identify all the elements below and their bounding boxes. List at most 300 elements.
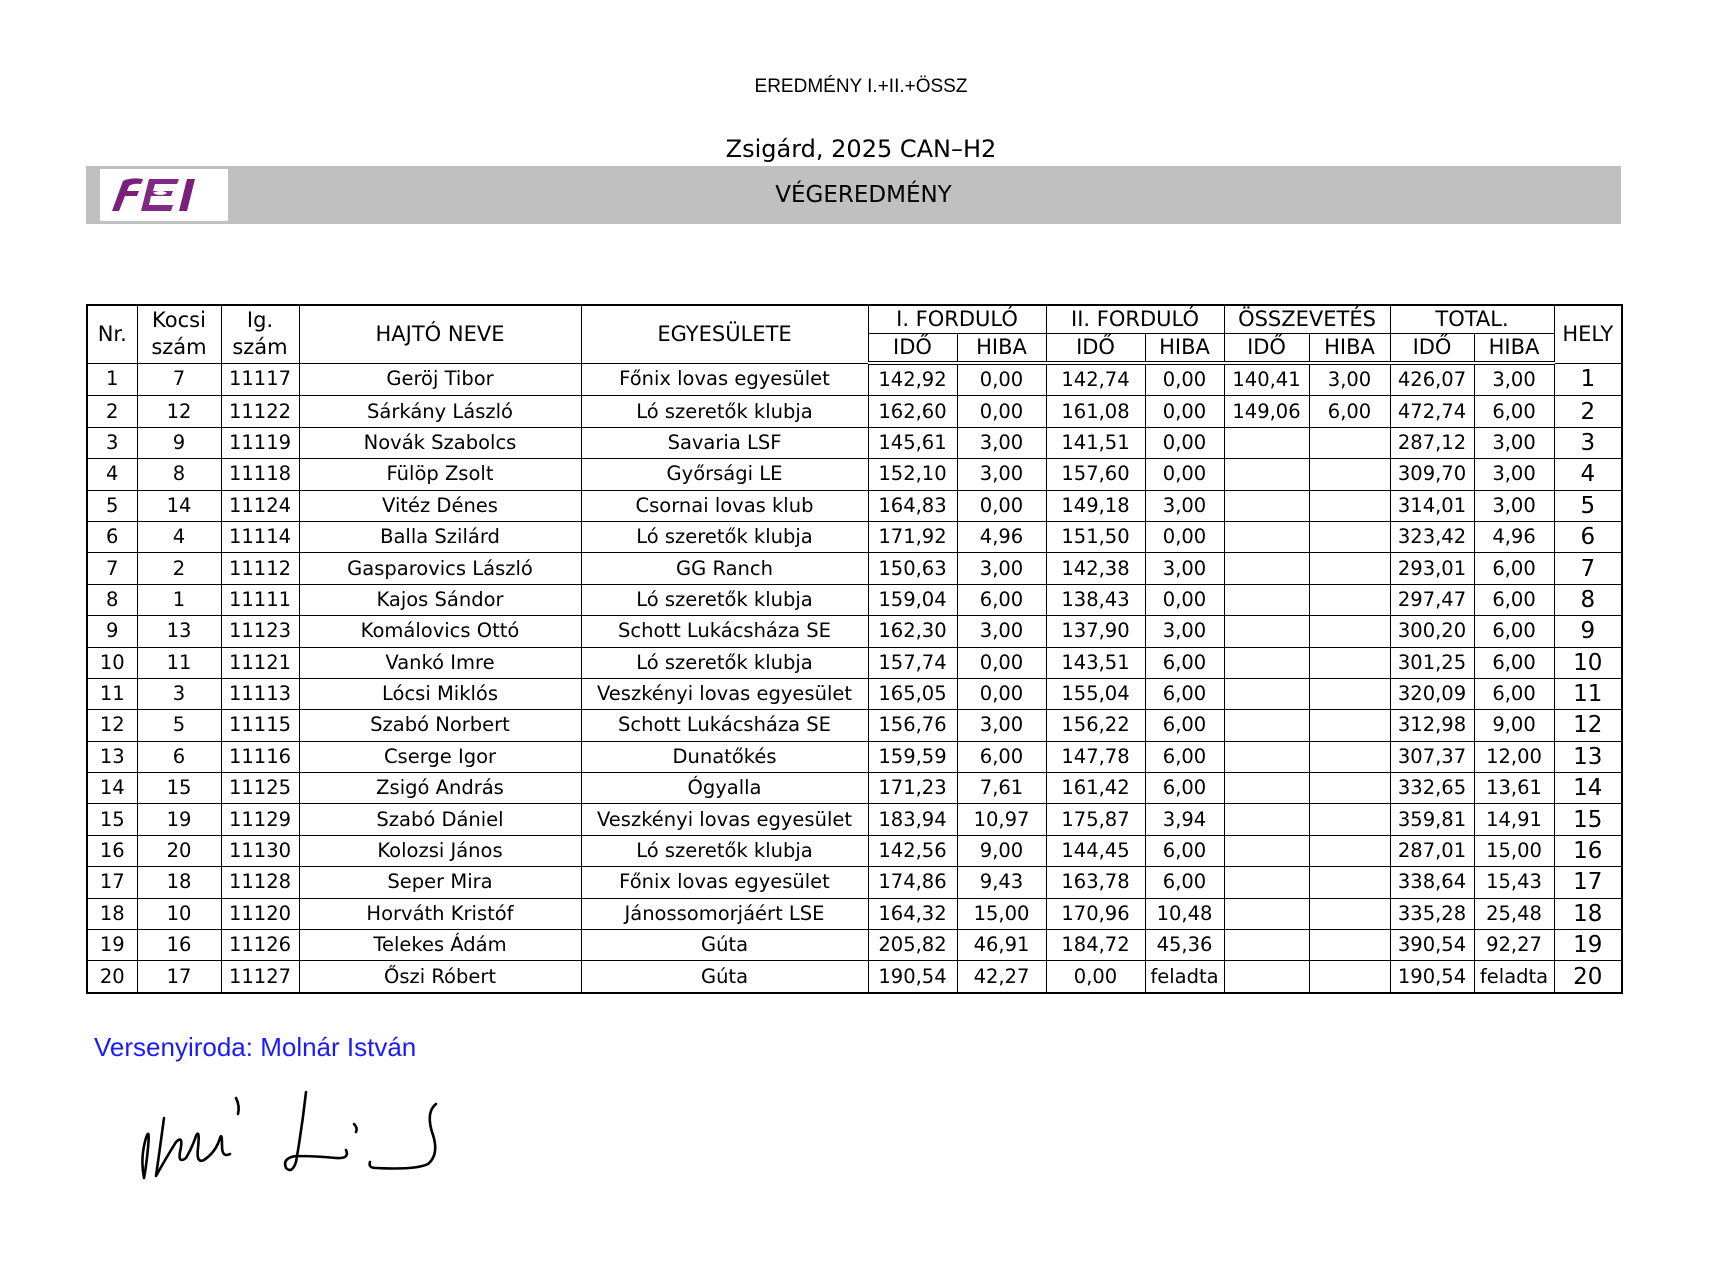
cell-round1-hiba: 0,00 xyxy=(957,396,1046,427)
table-row xyxy=(87,804,1622,835)
cell-egyesulet: Csornai lovas klub xyxy=(581,490,868,521)
header-egyesulet: EGYESÜLETE xyxy=(581,305,868,363)
cell-osszevetes-hiba xyxy=(1309,459,1390,490)
cell-osszevetes-hiba xyxy=(1309,678,1390,709)
cell-hajto: Őszi Róbert xyxy=(299,961,581,993)
cell-round2-hiba: 6,00 xyxy=(1145,710,1224,741)
cell-round2-hiba: 3,00 xyxy=(1145,490,1224,521)
cell-nr: 9 xyxy=(87,616,137,647)
cell-nr: 17 xyxy=(87,867,137,898)
cell-osszevetes-hiba xyxy=(1309,773,1390,804)
cell-nr: 12 xyxy=(87,710,137,741)
cell-osszevetes-hiba xyxy=(1309,616,1390,647)
cell-round2-hiba: 0,00 xyxy=(1145,363,1224,396)
cell-hely: 3 xyxy=(1554,427,1622,458)
competition-office: Versenyiroda: Molnár István xyxy=(94,1032,417,1062)
cell-hajto: Fülöp Zsolt xyxy=(299,459,581,490)
table-row xyxy=(87,678,1622,709)
cell-round1-hiba: 6,00 xyxy=(957,741,1046,772)
cell-hely: 9 xyxy=(1554,616,1622,647)
cell-hely: 18 xyxy=(1554,898,1622,929)
cell-hajto: Vitéz Dénes xyxy=(299,490,581,521)
cell-ig: 11126 xyxy=(221,930,299,961)
cell-nr: 16 xyxy=(87,835,137,866)
header-osszevetes: ÖSSZEVETÉS xyxy=(1224,305,1390,334)
table-row xyxy=(87,930,1622,961)
cell-kocsi: 13 xyxy=(137,616,221,647)
cell-round2-hiba: 10,48 xyxy=(1145,898,1224,929)
cell-hely: 6 xyxy=(1554,521,1622,552)
cell-round2-ido: 149,18 xyxy=(1046,490,1145,521)
cell-hely: 17 xyxy=(1554,867,1622,898)
cell-hajto: Szabó Norbert xyxy=(299,710,581,741)
cell-nr: 2 xyxy=(87,396,137,427)
cell-ig: 11111 xyxy=(221,584,299,615)
cell-round2-hiba: 0,00 xyxy=(1145,459,1224,490)
cell-total-hiba: 3,00 xyxy=(1474,459,1554,490)
cell-kocsi: 9 xyxy=(137,427,221,458)
header-osszevetes-hiba: HIBA xyxy=(1309,334,1390,364)
cell-kocsi: 15 xyxy=(137,773,221,804)
cell-round1-hiba: 3,00 xyxy=(957,616,1046,647)
cell-total-ido: 314,01 xyxy=(1390,490,1474,521)
cell-total-ido: 309,70 xyxy=(1390,459,1474,490)
cell-osszevetes-hiba xyxy=(1309,741,1390,772)
cell-kocsi: 11 xyxy=(137,647,221,678)
cell-total-hiba: 6,00 xyxy=(1474,584,1554,615)
cell-nr: 15 xyxy=(87,804,137,835)
cell-nr: 6 xyxy=(87,521,137,552)
cell-egyesulet: Ló szeretők klubja xyxy=(581,584,868,615)
cell-kocsi: 18 xyxy=(137,867,221,898)
cell-round2-hiba: 0,00 xyxy=(1145,584,1224,615)
cell-egyesulet: Dunatőkés xyxy=(581,741,868,772)
table-row xyxy=(87,459,1622,490)
cell-egyesulet: Savaria LSF xyxy=(581,427,868,458)
cell-osszevetes-hiba xyxy=(1309,427,1390,458)
cell-nr: 3 xyxy=(87,427,137,458)
cell-hajto: Novák Szabolcs xyxy=(299,427,581,458)
cell-egyesulet: Schott Lukácsháza SE xyxy=(581,616,868,647)
cell-osszevetes-ido xyxy=(1224,616,1309,647)
cell-round2-hiba: 0,00 xyxy=(1145,521,1224,552)
cell-round2-ido: 156,22 xyxy=(1046,710,1145,741)
signature xyxy=(136,1088,456,1188)
cell-round2-hiba: 6,00 xyxy=(1145,773,1224,804)
header-round1-hiba: HIBA xyxy=(957,334,1046,364)
cell-egyesulet: Ló szeretők klubja xyxy=(581,835,868,866)
cell-nr: 10 xyxy=(87,647,137,678)
header-round1-ido: IDŐ xyxy=(868,334,957,364)
cell-ig: 11123 xyxy=(221,616,299,647)
cell-round1-ido: 142,92 xyxy=(868,363,957,396)
cell-round2-ido: 141,51 xyxy=(1046,427,1145,458)
table-row xyxy=(87,647,1622,678)
cell-hely: 16 xyxy=(1554,835,1622,866)
cell-round1-hiba: 6,00 xyxy=(957,584,1046,615)
cell-round1-hiba: 3,00 xyxy=(957,459,1046,490)
cell-egyesulet: Ógyalla xyxy=(581,773,868,804)
report-title: EREDMÉNY I.+II.+ÖSSZ xyxy=(754,76,968,97)
cell-total-ido: 287,01 xyxy=(1390,835,1474,866)
cell-round1-hiba: 10,97 xyxy=(957,804,1046,835)
cell-round1-hiba: 9,43 xyxy=(957,867,1046,898)
cell-egyesulet: Ló szeretők klubja xyxy=(581,396,868,427)
cell-total-hiba: feladta xyxy=(1474,961,1554,993)
results-table xyxy=(86,304,1623,994)
cell-osszevetes-ido xyxy=(1224,710,1309,741)
cell-ig: 11120 xyxy=(221,898,299,929)
cell-ig: 11117 xyxy=(221,363,299,396)
header-nr: Nr. xyxy=(87,305,137,363)
cell-kocsi: 12 xyxy=(137,396,221,427)
cell-osszevetes-hiba: 6,00 xyxy=(1309,396,1390,427)
cell-kocsi: 7 xyxy=(137,363,221,396)
cell-total-ido: 300,20 xyxy=(1390,616,1474,647)
cell-nr: 5 xyxy=(87,490,137,521)
cell-ig: 11124 xyxy=(221,490,299,521)
cell-total-ido: 426,07 xyxy=(1390,363,1474,396)
cell-osszevetes-ido xyxy=(1224,930,1309,961)
cell-total-hiba: 92,27 xyxy=(1474,930,1554,961)
cell-kocsi: 20 xyxy=(137,835,221,866)
cell-round1-ido: 150,63 xyxy=(868,553,957,584)
cell-osszevetes-ido xyxy=(1224,773,1309,804)
cell-osszevetes-ido xyxy=(1224,490,1309,521)
table-row xyxy=(87,773,1622,804)
table-row xyxy=(87,521,1622,552)
cell-nr: 18 xyxy=(87,898,137,929)
cell-round1-ido: 152,10 xyxy=(868,459,957,490)
cell-round2-hiba: 6,00 xyxy=(1145,741,1224,772)
cell-egyesulet: Veszkényi lovas egyesület xyxy=(581,678,868,709)
cell-ig: 11115 xyxy=(221,710,299,741)
cell-round1-ido: 183,94 xyxy=(868,804,957,835)
table-row xyxy=(87,835,1622,866)
cell-round2-ido: 143,51 xyxy=(1046,647,1145,678)
cell-nr: 14 xyxy=(87,773,137,804)
cell-round2-ido: 161,08 xyxy=(1046,396,1145,427)
cell-egyesulet: Ló szeretők klubja xyxy=(581,647,868,678)
cell-round1-hiba: 4,96 xyxy=(957,521,1046,552)
cell-osszevetes-hiba xyxy=(1309,490,1390,521)
header-kocsi-line2: szám xyxy=(151,335,207,360)
cell-round2-ido: 147,78 xyxy=(1046,741,1145,772)
cell-total-hiba: 12,00 xyxy=(1474,741,1554,772)
cell-osszevetes-hiba xyxy=(1309,521,1390,552)
cell-round1-hiba: 46,91 xyxy=(957,930,1046,961)
cell-osszevetes-hiba xyxy=(1309,898,1390,929)
cell-egyesulet: Ló szeretők klubja xyxy=(581,521,868,552)
cell-hely: 8 xyxy=(1554,584,1622,615)
cell-ig: 11121 xyxy=(221,647,299,678)
fei-logo-icon xyxy=(109,173,219,217)
cell-round2-hiba: 6,00 xyxy=(1145,678,1224,709)
cell-osszevetes-ido xyxy=(1224,427,1309,458)
cell-total-hiba: 15,43 xyxy=(1474,867,1554,898)
cell-round1-ido: 142,56 xyxy=(868,835,957,866)
cell-osszevetes-hiba: 3,00 xyxy=(1309,363,1390,396)
cell-total-ido: 287,12 xyxy=(1390,427,1474,458)
table-row xyxy=(87,867,1622,898)
table-row xyxy=(87,553,1622,584)
cell-total-hiba: 25,48 xyxy=(1474,898,1554,929)
cell-egyesulet: Főnix lovas egyesület xyxy=(581,363,868,396)
cell-round2-ido: 142,74 xyxy=(1046,363,1145,396)
cell-hajto: Sárkány László xyxy=(299,396,581,427)
cell-osszevetes-ido xyxy=(1224,835,1309,866)
cell-osszevetes-ido xyxy=(1224,867,1309,898)
cell-osszevetes-hiba xyxy=(1309,804,1390,835)
header-round2-hiba: HIBA xyxy=(1145,334,1224,364)
cell-total-hiba: 6,00 xyxy=(1474,553,1554,584)
cell-round1-ido: 159,04 xyxy=(868,584,957,615)
header-round2-ido: IDŐ xyxy=(1046,334,1145,364)
cell-ig: 11113 xyxy=(221,678,299,709)
cell-hely: 14 xyxy=(1554,773,1622,804)
cell-egyesulet: Veszkényi lovas egyesület xyxy=(581,804,868,835)
cell-round2-ido: 163,78 xyxy=(1046,867,1145,898)
cell-hajto: Gasparovics László xyxy=(299,553,581,584)
cell-ig: 11112 xyxy=(221,553,299,584)
title-banner xyxy=(86,166,1621,224)
cell-osszevetes-ido xyxy=(1224,584,1309,615)
cell-total-hiba: 3,00 xyxy=(1474,490,1554,521)
cell-total-ido: 338,64 xyxy=(1390,867,1474,898)
cell-total-hiba: 6,00 xyxy=(1474,616,1554,647)
cell-total-ido: 301,25 xyxy=(1390,647,1474,678)
cell-round2-hiba: 0,00 xyxy=(1145,427,1224,458)
header-round1: I. FORDULÓ xyxy=(868,305,1046,334)
event-title: Zsigárd, 2025 CAN–H2 xyxy=(725,135,997,163)
cell-total-ido: 472,74 xyxy=(1390,396,1474,427)
cell-round2-ido: 137,90 xyxy=(1046,616,1145,647)
cell-round2-hiba: 6,00 xyxy=(1145,867,1224,898)
cell-hajto: Komálovics Ottó xyxy=(299,616,581,647)
cell-total-ido: 335,28 xyxy=(1390,898,1474,929)
header-ig-line2: szám xyxy=(232,335,288,360)
table-row xyxy=(87,898,1622,929)
header-ig-line1: Ig. xyxy=(246,308,274,333)
cell-round1-ido: 171,23 xyxy=(868,773,957,804)
cell-round1-hiba: 0,00 xyxy=(957,678,1046,709)
cell-hely: 15 xyxy=(1554,804,1622,835)
fei-logo xyxy=(100,169,228,221)
cell-round1-ido: 164,83 xyxy=(868,490,957,521)
cell-ig: 11122 xyxy=(221,396,299,427)
cell-hajto: Szabó Dániel xyxy=(299,804,581,835)
cell-total-ido: 312,98 xyxy=(1390,710,1474,741)
header-total-hiba: HIBA xyxy=(1474,334,1554,364)
cell-egyesulet: Jánossomorjáért LSE xyxy=(581,898,868,929)
cell-nr: 13 xyxy=(87,741,137,772)
cell-kocsi: 17 xyxy=(137,961,221,993)
cell-nr: 8 xyxy=(87,584,137,615)
cell-hely: 4 xyxy=(1554,459,1622,490)
cell-osszevetes-ido xyxy=(1224,553,1309,584)
table-row xyxy=(87,584,1622,615)
cell-osszevetes-ido xyxy=(1224,459,1309,490)
cell-ig: 11114 xyxy=(221,521,299,552)
table-row xyxy=(87,396,1622,427)
header-hajto: HAJTÓ NEVE xyxy=(299,305,581,363)
cell-osszevetes-ido: 140,41 xyxy=(1224,363,1309,396)
cell-hely: 2 xyxy=(1554,396,1622,427)
cell-total-ido: 307,37 xyxy=(1390,741,1474,772)
cell-round2-ido: 157,60 xyxy=(1046,459,1145,490)
cell-round2-ido: 170,96 xyxy=(1046,898,1145,929)
cell-total-hiba: 14,91 xyxy=(1474,804,1554,835)
cell-ig: 11130 xyxy=(221,835,299,866)
cell-kocsi: 2 xyxy=(137,553,221,584)
cell-round1-ido: 145,61 xyxy=(868,427,957,458)
cell-nr: 20 xyxy=(87,961,137,993)
cell-kocsi: 16 xyxy=(137,930,221,961)
cell-ig: 11129 xyxy=(221,804,299,835)
cell-round2-hiba: 6,00 xyxy=(1145,835,1224,866)
cell-nr: 19 xyxy=(87,930,137,961)
cell-total-hiba: 3,00 xyxy=(1474,427,1554,458)
cell-round1-hiba: 0,00 xyxy=(957,490,1046,521)
cell-round2-ido: 0,00 xyxy=(1046,961,1145,993)
cell-total-hiba: 3,00 xyxy=(1474,363,1554,396)
table-row xyxy=(87,961,1622,993)
header-osszevetes-ido: IDŐ xyxy=(1224,334,1309,364)
cell-hely: 12 xyxy=(1554,710,1622,741)
cell-round2-hiba: 3,00 xyxy=(1145,553,1224,584)
cell-nr: 11 xyxy=(87,678,137,709)
header-hely: HELY xyxy=(1554,305,1622,363)
cell-round1-ido: 165,05 xyxy=(868,678,957,709)
table-row xyxy=(87,616,1622,647)
cell-round1-ido: 190,54 xyxy=(868,961,957,993)
cell-round1-hiba: 42,27 xyxy=(957,961,1046,993)
cell-total-hiba: 4,96 xyxy=(1474,521,1554,552)
cell-round1-hiba: 15,00 xyxy=(957,898,1046,929)
header-round2: II. FORDULÓ xyxy=(1046,305,1224,334)
cell-round1-hiba: 9,00 xyxy=(957,835,1046,866)
cell-hajto: Kolozsi János xyxy=(299,835,581,866)
cell-hajto: Geröj Tibor xyxy=(299,363,581,396)
cell-hajto: Zsigó András xyxy=(299,773,581,804)
cell-nr: 7 xyxy=(87,553,137,584)
cell-round1-ido: 159,59 xyxy=(868,741,957,772)
cell-total-hiba: 9,00 xyxy=(1474,710,1554,741)
header-kocsi xyxy=(137,305,221,363)
cell-kocsi: 10 xyxy=(137,898,221,929)
cell-kocsi: 1 xyxy=(137,584,221,615)
cell-round2-ido: 151,50 xyxy=(1046,521,1145,552)
cell-total-hiba: 6,00 xyxy=(1474,678,1554,709)
cell-egyesulet: GG Ranch xyxy=(581,553,868,584)
cell-hely: 5 xyxy=(1554,490,1622,521)
table-row xyxy=(87,363,1622,396)
cell-osszevetes-hiba xyxy=(1309,867,1390,898)
cell-round2-hiba: 6,00 xyxy=(1145,647,1224,678)
cell-hajto: Vankó Imre xyxy=(299,647,581,678)
cell-total-hiba: 6,00 xyxy=(1474,396,1554,427)
cell-osszevetes-hiba xyxy=(1309,930,1390,961)
cell-total-ido: 323,42 xyxy=(1390,521,1474,552)
cell-ig: 11116 xyxy=(221,741,299,772)
cell-osszevetes-hiba xyxy=(1309,961,1390,993)
cell-total-hiba: 13,61 xyxy=(1474,773,1554,804)
cell-total-ido: 332,65 xyxy=(1390,773,1474,804)
cell-hely: 1 xyxy=(1554,363,1622,396)
cell-osszevetes-ido: 149,06 xyxy=(1224,396,1309,427)
cell-ig: 11119 xyxy=(221,427,299,458)
banner-title: VÉGEREDMÉNY xyxy=(775,182,952,208)
cell-total-ido: 297,47 xyxy=(1390,584,1474,615)
cell-round2-hiba: feladta xyxy=(1145,961,1224,993)
cell-round2-ido: 161,42 xyxy=(1046,773,1145,804)
cell-round1-hiba: 3,00 xyxy=(957,553,1046,584)
header-total-ido: IDŐ xyxy=(1390,334,1474,364)
cell-round2-ido: 155,04 xyxy=(1046,678,1145,709)
table-row xyxy=(87,710,1622,741)
cell-kocsi: 4 xyxy=(137,521,221,552)
cell-round2-hiba: 3,00 xyxy=(1145,616,1224,647)
cell-egyesulet: Főnix lovas egyesület xyxy=(581,867,868,898)
cell-osszevetes-ido xyxy=(1224,961,1309,993)
cell-total-ido: 359,81 xyxy=(1390,804,1474,835)
table-row xyxy=(87,490,1622,521)
cell-total-ido: 190,54 xyxy=(1390,961,1474,993)
cell-hajto: Kajos Sándor xyxy=(299,584,581,615)
table-row xyxy=(87,741,1622,772)
cell-hajto: Cserge Igor xyxy=(299,741,581,772)
cell-total-ido: 293,01 xyxy=(1390,553,1474,584)
cell-nr: 4 xyxy=(87,459,137,490)
cell-round1-hiba: 3,00 xyxy=(957,427,1046,458)
cell-round2-ido: 138,43 xyxy=(1046,584,1145,615)
header-kocsi-line1: Kocsi xyxy=(152,308,206,333)
cell-ig: 11127 xyxy=(221,961,299,993)
cell-total-hiba: 6,00 xyxy=(1474,647,1554,678)
cell-round1-ido: 156,76 xyxy=(868,710,957,741)
cell-osszevetes-hiba xyxy=(1309,553,1390,584)
cell-egyesulet: Schott Lukácsháza SE xyxy=(581,710,868,741)
cell-hajto: Balla Szilárd xyxy=(299,521,581,552)
cell-ig: 11125 xyxy=(221,773,299,804)
cell-round1-ido: 157,74 xyxy=(868,647,957,678)
results-body xyxy=(87,363,1622,993)
cell-round1-ido: 162,60 xyxy=(868,396,957,427)
cell-kocsi: 19 xyxy=(137,804,221,835)
cell-egyesulet: Gúta xyxy=(581,930,868,961)
cell-osszevetes-ido xyxy=(1224,647,1309,678)
cell-nr: 1 xyxy=(87,363,137,396)
cell-hajto: Seper Mira xyxy=(299,867,581,898)
cell-hely: 20 xyxy=(1554,961,1622,993)
cell-round1-ido: 164,32 xyxy=(868,898,957,929)
cell-osszevetes-hiba xyxy=(1309,647,1390,678)
cell-round2-hiba: 0,00 xyxy=(1145,396,1224,427)
cell-round1-hiba: 7,61 xyxy=(957,773,1046,804)
cell-round2-ido: 144,45 xyxy=(1046,835,1145,866)
cell-kocsi: 6 xyxy=(137,741,221,772)
cell-hely: 11 xyxy=(1554,678,1622,709)
cell-round1-hiba: 0,00 xyxy=(957,647,1046,678)
cell-total-ido: 390,54 xyxy=(1390,930,1474,961)
cell-ig: 11118 xyxy=(221,459,299,490)
cell-osszevetes-hiba xyxy=(1309,835,1390,866)
cell-hely: 10 xyxy=(1554,647,1622,678)
cell-hely: 13 xyxy=(1554,741,1622,772)
cell-hajto: Horváth Kristóf xyxy=(299,898,581,929)
cell-osszevetes-ido xyxy=(1224,678,1309,709)
cell-round1-hiba: 3,00 xyxy=(957,710,1046,741)
